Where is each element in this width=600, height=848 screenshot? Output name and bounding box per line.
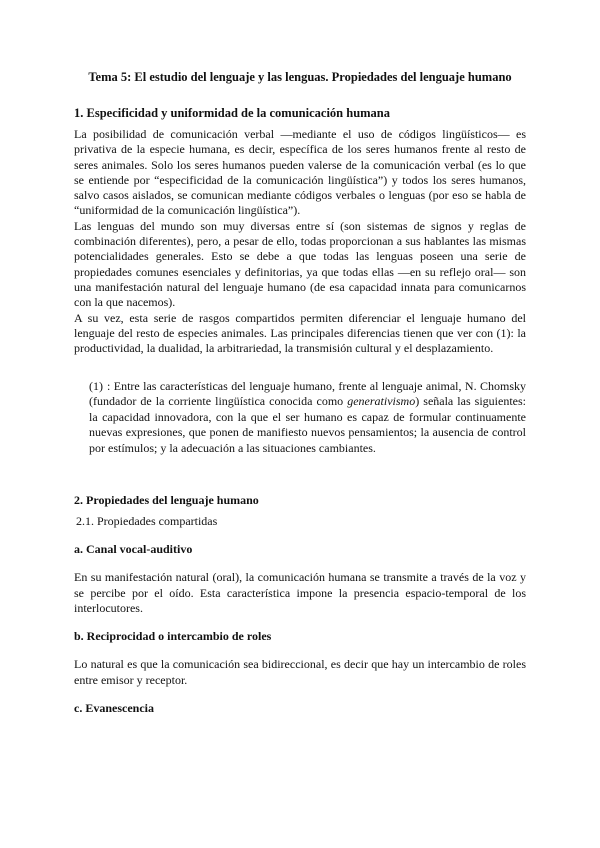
footnote-text-end: ) señala las siguientes: la capacidad innovadora, con la que el ser humano es capaz de formular continuamente nuevas expresiones, que ponen de manifiesto nuevos pensamientos; la ausencia de control por estímulos; y la adecuación a las situaciones cambiantes. [89, 394, 527, 455]
subsection-2-1-heading: 2.1. Propiedades compartidas [76, 514, 218, 528]
page-title: Tema 5: El estudio del lenguaje y las lenguas. Propiedades del lenguaje humano [88, 70, 512, 84]
section-1-paragraph-1: La posibilidad de comunicación verbal —mediante el uso de códigos lingüísticos— es privativa de la especie humana, es decir, específica de los seres humanos frente al resto de seres animales. Solo los seres humanos pueden valerse de la comunicación verbal (es lo que se entiende por “especificidad de la comunicación lingüística”) y todos los seres humanos, salvo casos aislados, se comunican mediante códigos verbales o lenguas (por eso se habla de “uniformidad de la comunicación lingüística”). [74, 127, 526, 218]
footnote-number: (1) [89, 379, 103, 393]
section-1-heading: 1. Especificidad y uniformidad de la comunicación humana [74, 106, 391, 120]
property-a-text: En su manifestación natural (oral), la comunicación humana se transmite a través de la voz y se percibe por el oído. Esta característica impone la presencia espacio-temporal de los interlocutores. [74, 570, 526, 615]
property-b-heading: b. Reciprocidad o intercambio de roles [74, 629, 272, 643]
section-1-paragraph-2: Las lenguas del mundo son muy diversas entre sí (son sistemas de signos y reglas de combinación diferentes), pero, a pesar de ello, todas proporcionan a sus hablantes las mismas potencialidades generales. Esto se debe a que todas las lenguas poseen una serie de propiedades comunes esenciales y definitorias, ya que todas ellas —en su reflejo oral— son una manifestación natural del lenguaje humano (de esa capacidad innata para comunicarnos con la que nacemos). [74, 218, 526, 310]
footnote-italic-term: generativismo [347, 394, 416, 409]
footnote-text-start: : Entre las características del lenguaje humano, frente al lenguaje animal, N. Chomsky (fundador de la corriente lingüística conocida como [89, 379, 526, 409]
section-2-heading: 2. Propiedades del lenguaje humano [74, 493, 259, 507]
property-a-heading: a. Canal vocal-auditivo [74, 542, 193, 556]
property-b-text: Lo natural es que la comunicación sea bidireccional, es decir que hay un intercambio de roles entre emisor y receptor. [74, 657, 526, 687]
section-1-body [74, 127, 526, 356]
footnote-1 [89, 379, 526, 456]
section-1-paragraph-3: A su vez, esta serie de rasgos compartidos permiten diferenciar el lenguaje humano del lenguaje del resto de especies animales. Las principales diferencias tienen que ver con (1): la productividad, la dualidad, la arbitrariedad, la transmisión cultural y el desplazamiento. [74, 310, 526, 356]
property-c-heading: c. Evanescencia [74, 701, 154, 715]
